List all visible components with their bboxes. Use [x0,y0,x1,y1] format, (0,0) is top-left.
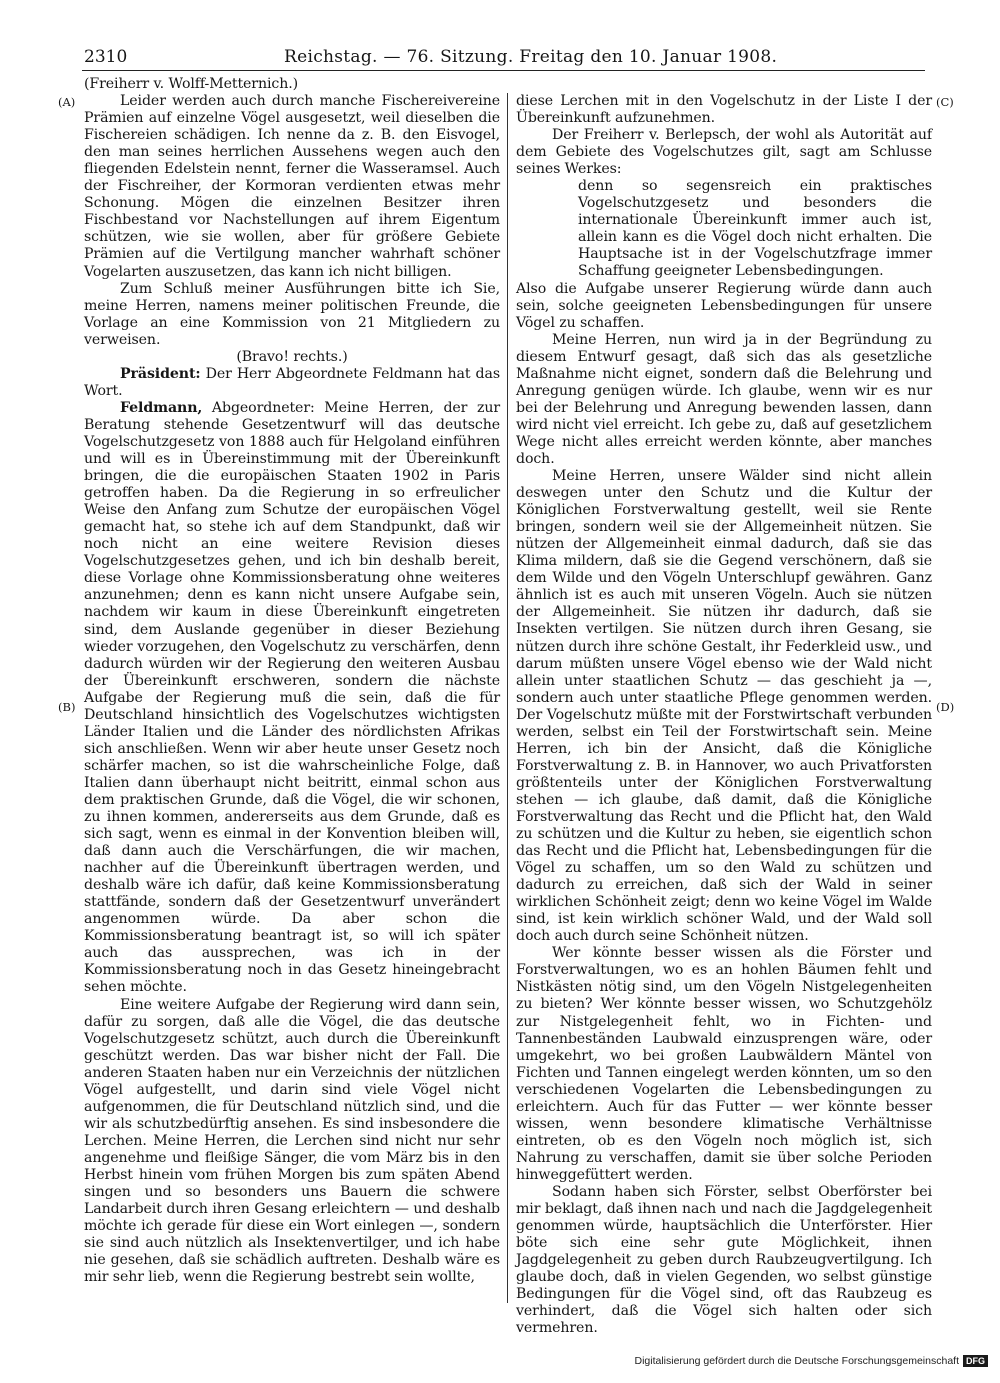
dfg-logo: DFG [963,1355,988,1367]
paragraph: Der Freiherr v. Berlepsch, der wohl als Autorität auf dem Gebiete des Vogelschutzes gilt, sagt am Schlusse seines Werkes: [516,127,932,178]
feldmann-paragraph [84,400,500,997]
paragraph: Zum Schluß meiner Ausführungen bitte ich Sie, meine Herren, namens meiner politischen Freunde, die Vorlage an eine Kommission von 21 Mitgliedern zu verweisen. [84,280,500,348]
president-paragraph [84,366,500,400]
header-rule [82,70,925,71]
paragraph: Wer könnte besser wissen als die Förster und Forstverwaltungen, wo es an hohlen Bäumen fehlt und Nistkästen nötig sind, um den Vögeln Nistgelegenheiten zu bieten? Wer könnte besser wissen, wo Schutzgehölz zur Nistgelegenheit fehlt, wo in Fichten- und Tannenbeständen Laubwald einzusprengen wäre, oder umgekehrt, wo bei großen Laubwäldern Mäntel von Fichten und Tannen eingelegt werden könnten, um so den verschiedenen Vogelarten die Lebensbedingungen zu erleichtern. Auch für das Futter — wer könnte besser wissen, wenn besondere klimatische Verhältnisse eintreten, ob es den Vögeln noch möglich ist, sich Nahrung zu verschaffen, damit sie über solche Perioden hinweggefüttert werden. [516,945,932,1183]
paragraph: Eine weitere Aufgabe der Regierung wird dann sein, dafür zu sorgen, daß alle die Vögel, die das deutsche Vogelschutzgesetz schützt, auch durch die Übereinkunft geschützt werden. Das war bisher nicht der Fall. Die anderen Staaten haben nur ein Verzeichnis der nützlichen Vögel aufgestellt, und darin sind viele Vögel nicht aufgenommen, die für Deutschland nützlich sind, und die wir als schutzbedürftig ansehen. Es sind insbesondere die Lerchen. Meine Herren, die Lerchen sind nicht nur sehr angenehme und fleißige Sänger, die vom März bis in den Herbst hinein vom frühen Morgen bis zum späten Abend singen und so besonders uns Bauern die schwere Landarbeit durch ihren Gesang erleichtern — und deshalb möchte ich gerade für diese ein Wort einlegen —, sondern sie sind auch nützlich als Insektenvertilger, und ich habe nie gesehen, daß sie schädlich auftreten. Deshalb wäre es mir sehr lieb, wenn die Regierung bestrebt sein wollte, [84,996,500,1286]
paragraph: Leider werden auch durch manche Fischereivereine Prämien auf einzelne Vögel ausgesetzt, weil dieselben die Fischereien schädigen. Ich nenne da z. B. den Eisvogel, den man seines herrlichen Aussehens wegen auch den fliegenden Edelstein nennt, ferner die Wasseramsel. Auch der Fischreiher, der Kormoran verdienten etwas mehr Schonung. Mögen die einzelnen Besitzer ihren Fischbestand vor Nachstellungen auf ihrem Eigentum schützen, wie sie wollen, aber für größere Gebiete Prämien auf die Vertilgung mancher wahrhaft schöner Vogelarten auszusetzen, das kann ich nicht billigen. [84,93,500,280]
block-quote: denn so segensreich ein praktisches Vogelschutzgesetz und besonders die internationale Übereinkunft immer auch ist, allein kann es die Vögel doch nicht erhalten. Die Hauptsache ist in der Vogelschutzfrage immer Schaffung geeigneter Lebensbedingungen. [578,178,932,280]
paragraph: Meine Herren, nun wird ja in der Begründung zu diesem Entwurf gesagt, daß sich das als gesetzliche Maßnahme nicht eignet, sondern daß die Belehrung und Anregung genügen würde. Ich glaube, wenn wir es nur bei der Belehrung und Anregung bewenden lassen, dann wird nicht viel erreicht. Ich gebe zu, daß auf gesetzlichem Wege nicht alles erreicht werden könnte, aber manches doch. [516,331,932,467]
paragraph-text: Abgeordneter: Meine Herren, der zur Beratung stehende Gesetzentwurf will das deutsche Vogelschutzgesetz von 1888 auch für Helgoland einführen und will es in Übereinstimmung mit der Übereinkunft bringen, die die europäischen Staaten 1902 in Paris getroffen haben. Da die Regierung in so erfreulicher Weise den Anfang zum Schutze der europäischen Vögel gemacht hat, so stehe ich auf dem Standpunkt, daß wir noch nicht an eine weitere Revision dieses Vogelschutzgesetzes gehen, und ich bin deshalb bereit, diese Vorlage ohne Kommissionsberatung ohne weiteres anzunehmen; denn es kann nicht unsere Aufgabe sein, nachdem wir kaum in diese Übereinkunft eingetreten sind, dem Auslande gegenüber in dieser Beziehung wieder vorzugehen, den Vogelschutz zu verschärfen, denn dadurch würden wir der Regierung den weiteren Ausbau der Übereinkunft erschweren, sondern die nächste Aufgabe der Regierung muß die sein, daß die für Deutschland hinsichtlich des Vogelschutzes wichtigsten Länder Italien und die Länder des nördlichsten Afrikas sich anschließen. Wenn wir aber heute unser Gesetz noch schärfer machen, so ist die wahrscheinliche Folge, daß Italien dann überhaupt nicht beitritt, einmal schon aus dem praktischen Grunde, daß die Vögel, die wir schonen, zu ihnen kommen, andererseits aus dem Grunde, daß es sich sagt, wenn es einmal in der Konvention bleiben will, daß dann auch die Verschärfungen, die wir machen, nachher auf die Übereinkunft übertragen werden, und deshalb wäre ich dafür, daß keine Kommissionsberatung stattfände, sondern daß der Gesetzentwurf unverändert angenommen würde. Da aber schon die Kommissionsberatung beantragt ist, so will ich später auch das aussprechen, was ich in der Kommissionsberatung noch in das Gesetz hineingebracht sehen möchte. [84,399,500,996]
page-number: 2310 [84,47,128,67]
paragraph: Sodann haben sich Förster, selbst Oberförster bei mir beklagt, daß ihnen nach und nach die Jagdgelegenheit genommen würde, hauptsächlich die Unterförster. Hier böte sich eine sehr gute Möglichkeit, ihnen Jagdgelegenheit zu geben durch Raubzeugvertilgung. Ich glaube doch, daß in vielen Gegenden, wo selbst günstige Bedingungen für die Vögel sind, oft das Raubzeug es verhindert, daß die Vögel sich halten oder sich vermehren. [516,1184,932,1337]
paragraph: diese Lerchen mit in den Vogelschutz in der Liste I der Übereinkunft aufzunehmen. [516,93,932,127]
funding-footer [634,1355,988,1367]
paragraph: Also die Aufgabe unserer Regierung würde dann auch sein, solche geeigneten Lebensbedingungen für unsere Vögel zu schaffen. [516,280,932,331]
speaker-note: (Freiherr v. Wolff-Metternich.) [84,76,299,92]
right-column [516,93,932,1337]
paragraph-text: Der Herr Abgeordnete Feldmann hat das Wort. [84,365,500,399]
footer-text: Digitalisierung gefördert durch die Deutsche Forschungsgemeinschaft [634,1355,959,1367]
speaker-label: Präsident: [120,365,201,382]
column-divider [507,93,508,1303]
paragraph: Meine Herren, unsere Wälder sind nicht allein deswegen unter den Schutz und die Kultur der Königlichen Forstverwaltung gestellt, weil sie Rente bringen, sondern weil sie der Allgemeinheit nützen. Sie nützen der Allgemeinheit einmal dadurch, daß sie das Klima mildern, daß sie die Gegend verschönern, daß sie dem Wilde und den Vögeln Unterschlupf gewähren. Ganz ähnlich ist es auch mit unseren Vögeln. Auch sie nützen der Allgemeinheit. Sie nützen ihr dadurch, daß sie Insekten vertilgen. Sie nützen durch ihren Gesang, sie nützen durch ihre schöne Gestalt, ihr Federkleid usw., und darum müßten unsere Vögel ebenso wie der Wald nicht allein unter staatlichen Schutz — das geschieht ja —, sondern auch unter staatliche Pflege genommen werden. Der Vogelschutz müßte mit der Forstwirtschaft verbunden werden, selbst ein Teil der Forstwirtschaft sein. Meine Herren, ich bin der Ansicht, daß die Königliche Forstverwaltung z. B. in Hannover, wo auch Privatforsten größtenteils unter der Königlichen Forstverwaltung stehen — ich glaube, daß damit, daß die Königliche Forstverwaltung das Recht und die Pflicht hat, den Wald zu schützen und die Kultur zu heben, sie eigentlich schon das Recht und die Pflicht hat, Lebensbedingungen für die Vögel zu schaffen, um so den Wald zu schützen und dadurch zu erreichen, daß sich der Wald in seiner wirklichen Schönheit zeigt; denn wo keine Vögel im Walde sind, ist kein wirklich schöner Wald, und der Wald soll doch auch durch seine Schönheit nützen. [516,468,932,945]
margin-label-a: (A) [58,95,76,109]
margin-label-d: (D) [936,700,955,714]
margin-label-b: (B) [58,700,76,714]
interjection: (Bravo! rechts.) [236,348,348,365]
speaker-label: Feldmann, [120,399,203,416]
header-title: Reichstag. — 76. Sitzung. Freitag den 10. Januar 1908. [284,47,778,67]
running-header [84,47,920,71]
left-column [84,76,500,1286]
margin-label-c: (C) [936,95,954,109]
